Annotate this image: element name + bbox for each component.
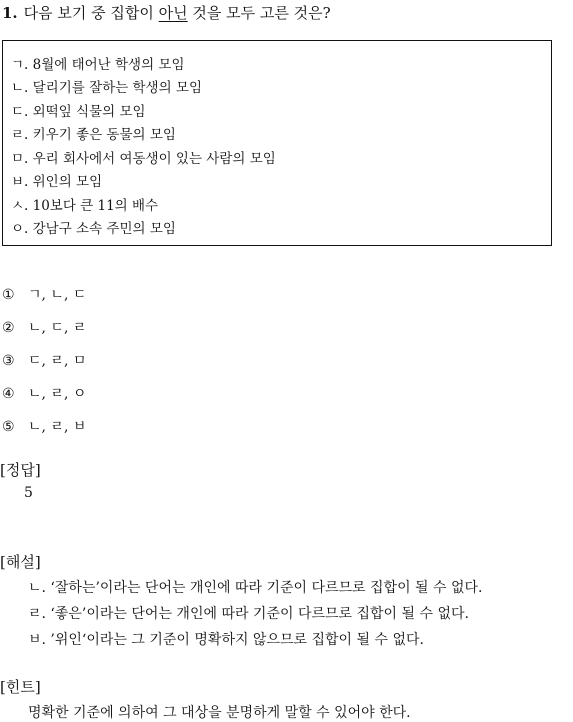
choice-mark: ① — [2, 287, 15, 303]
choice-mark: ③ — [2, 353, 15, 369]
choice-1[interactable] — [2, 284, 86, 304]
hint-label: [힌트] — [0, 678, 41, 696]
choice-mark: ② — [2, 320, 15, 336]
question-number: 1. — [2, 4, 18, 22]
choice-text: ㄷ, ㄹ, ㅁ — [28, 353, 87, 369]
hint-text: 명확한 기준에 의하여 그 대상을 분명하게 말할 수 있어야 한다. — [28, 705, 411, 721]
choice-text: ㄴ, ㄹ, ㅂ — [28, 419, 87, 435]
choice-text: ㄴ, ㄹ, ㅇ — [28, 386, 87, 402]
box-item: ㄷ. 외떡잎 식물의 모임 — [11, 104, 146, 120]
box-item: ㅂ. 위인의 모임 — [11, 174, 103, 190]
explanation-label: [해설] — [0, 553, 41, 571]
explanation-line: ㄹ. ‘좋은’이라는 단어는 개인에 따라 기준이 다르므로 집합이 될 수 없다. — [28, 606, 469, 622]
box-item: ㅁ. 우리 회사에서 여동생이 있는 사람의 모임 — [11, 151, 276, 167]
box-item: ㄴ. 달리기를 잘하는 학생의 모임 — [11, 80, 202, 96]
answer-label: [정답] — [0, 461, 41, 479]
question-title — [2, 2, 331, 23]
box-item: ㅅ. 10보다 큰 11의 배수 — [11, 198, 159, 214]
choice-3[interactable] — [2, 350, 86, 370]
question-text-before: 다음 보기 중 집합이 — [23, 4, 159, 22]
question-text-after: 것을 모두 고른 것은? — [187, 4, 331, 22]
box-item: ㄱ. 8월에 태어난 학생의 모임 — [11, 57, 185, 73]
box-item: ㅇ. 강남구 소속 주민의 모임 — [11, 221, 176, 237]
explanation-line: ㄴ. ‘잘하는’이라는 단어는 개인에 따라 기준이 다르므로 집합이 될 수 없다. — [28, 580, 483, 596]
choice-2[interactable] — [2, 317, 86, 337]
question-text-underlined: 아닌 — [158, 4, 188, 22]
choice-mark: ④ — [2, 386, 15, 402]
explanation-line: ㅂ. ’위인‘이라는 그 기준이 명확하지 않으므로 집합이 될 수 없다. — [28, 632, 424, 648]
choice-4[interactable] — [2, 383, 86, 403]
choice-5[interactable] — [2, 416, 86, 436]
answer-value: 5 — [24, 485, 33, 501]
choice-text: ㄱ, ㄴ, ㄷ — [28, 287, 87, 303]
choice-text: ㄴ, ㄷ, ㄹ — [28, 320, 87, 336]
example-box — [2, 40, 552, 246]
box-item: ㄹ. 키우기 좋은 동물의 모임 — [11, 127, 176, 143]
choice-mark: ⑤ — [2, 419, 15, 435]
